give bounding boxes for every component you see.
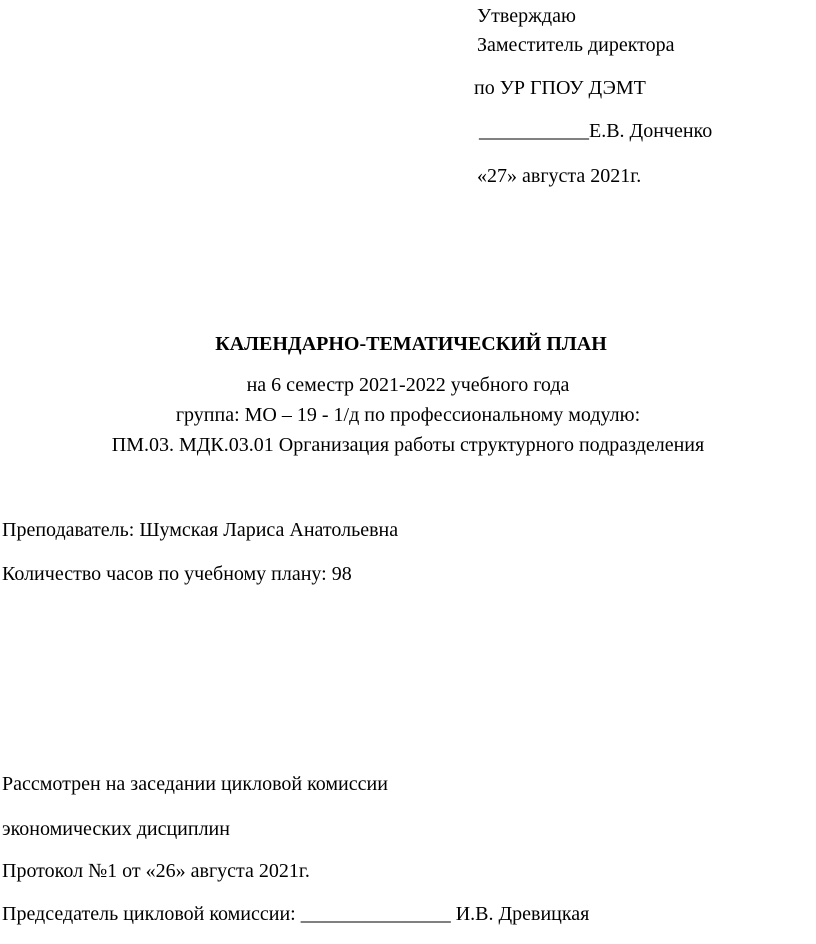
approval-date: «27» августа 2021г. [477, 165, 642, 187]
commission-line: Рассмотрен на заседании цикловой комиссии [2, 773, 388, 795]
approval-signature: ___________Е.В. Донченко [479, 120, 713, 142]
teacher-line: Преподаватель: Шумская Лариса Анатольевна [2, 519, 399, 541]
plan-module: ПМ.03. МДК.03.01 Организация работы структурного подразделения [111, 434, 705, 456]
commission-discipline: экономических дисциплин [2, 818, 230, 840]
approval-organization: по УР ГПОУ ДЭМТ [474, 77, 646, 99]
plan-group: группа: МО – 19 - 1/д по профессиональному модулю: [175, 404, 641, 426]
plan-semester: на 6 семестр 2021-2022 учебного года [246, 374, 570, 396]
approval-heading: Утверждаю [477, 5, 576, 27]
approval-position: Заместитель директора [477, 34, 675, 56]
protocol-line: Протокол №1 от «26» августа 2021г. [2, 860, 310, 882]
chair-line: Председатель цикловой комиссии: _______________ И.В. Древицкая [2, 903, 590, 925]
plan-title: КАЛЕНДАРНО-ТЕМАТИЧЕСКИЙ ПЛАН [215, 333, 607, 355]
hours-line: Количество часов по учебному плану: 98 [2, 563, 352, 585]
